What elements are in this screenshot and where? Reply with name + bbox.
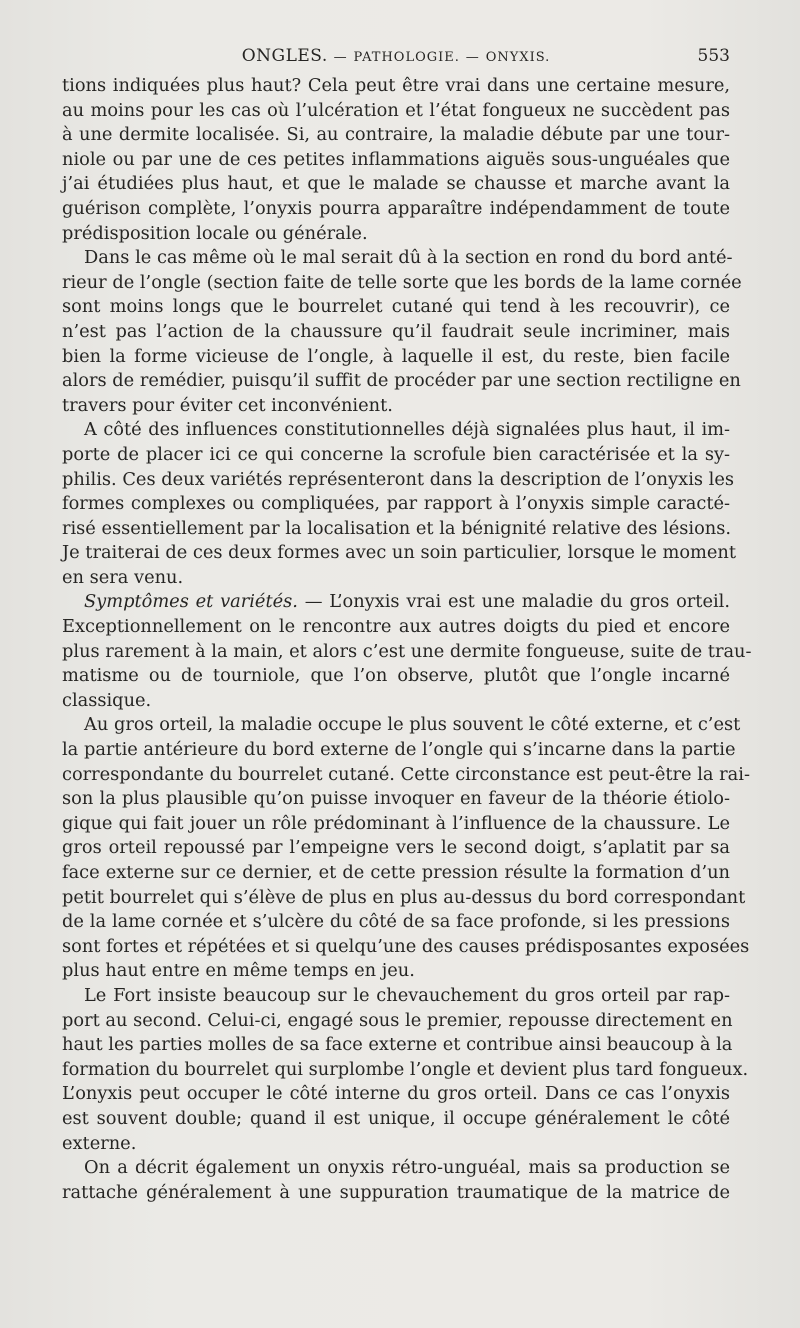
text-line: Le Fort insiste beaucoup sur le chevauchement du gros orteil par rap- <box>84 984 730 1006</box>
text-line: formation du bourrelet qui surplombe l’ongle et devient plus tard fongueux. <box>62 1058 749 1080</box>
running-head-separator: — <box>333 50 348 65</box>
text-line: en sera venu. <box>62 566 184 588</box>
text-line: matisme ou de tourniole, que l’on observe, plutôt que l’ongle incarné <box>62 665 730 687</box>
text-line: prédisposition locale ou générale. <box>62 222 368 244</box>
text-line: la partie antérieure du bord externe de l’ongle qui s’incarne dans la partie <box>62 739 736 761</box>
text-line: porte de placer ici ce qui concerne la scrofule bien caractérisée et la sy- <box>62 443 730 465</box>
text-line: Exceptionnellement on le rencontre aux autres doigts du pied et encore <box>62 616 730 638</box>
text-line: port au second. Celui-ci, engagé sous le premier, repousse directement en <box>62 1009 733 1031</box>
text-line: sont moins longs que le bourrelet cutané qui tend à les recouvrir), ce <box>62 296 730 318</box>
text-line: plus haut entre en même temps en jeu. <box>62 960 415 982</box>
text-line: plus rarement à la main, et alors c’est une dermite fongueuse, suite de trau- <box>62 640 752 662</box>
text-line: classique. <box>62 689 152 711</box>
running-head-subsection: ONYXIS. <box>485 50 551 65</box>
text-line: à une dermite localisée. Si, au contraire, la maladie débute par une tour- <box>62 124 730 146</box>
text-line: alors de remédier, puisqu’il suffit de procéder par une section rectiligne en <box>62 370 741 392</box>
text-line: rattache généralement à une suppuration traumatique de la matrice de <box>62 1181 730 1203</box>
text-line: niole ou par une de ces petites inflammations aiguës sous-unguéales que <box>62 148 730 170</box>
text-line: A côté des influences constitutionnelles déjà signalées plus haut, il im- <box>84 419 730 441</box>
text-line: On a décrit également un onyxis rétro-unguéal, mais sa production se <box>84 1157 730 1179</box>
text-line: gros orteil repoussé par l’empeigne vers le second doigt, s’aplatit par sa <box>62 837 730 859</box>
text-line: rieur de l’ongle (section faite de telle sorte que les bords de la lame cornée <box>62 271 742 293</box>
running-head <box>62 44 730 70</box>
running-head-separator: — <box>465 50 480 65</box>
text-line: gique qui fait jouer un rôle prédominant à l’influence de la chaussure. Le <box>62 812 730 834</box>
text-line: correspondante du bourrelet cutané. Cette circonstance est peut-être la rai- <box>62 763 750 785</box>
text-line: risé essentiellement par la localisation et la bénignité relative des lésions. <box>62 517 732 539</box>
text-line: de la lame cornée et s’ulcère du côté de sa face profonde, si les pressions <box>62 911 730 933</box>
text-line: face externe sur ce dernier, et de cette pression résulte la formation d’un <box>62 862 730 883</box>
text-line: n’est pas l’action de la chaussure qu’il faudrait seule incriminer, mais <box>62 320 730 342</box>
text-line: haut les parties molles de sa face externe et contribue ainsi beaucoup à la <box>62 1034 733 1056</box>
text-line: son la plus plausible qu’on puisse invoquer en faveur de la théorie étiolo- <box>62 788 730 810</box>
body-text <box>62 74 752 1205</box>
text-line: guérison complète, l’onyxis pourra apparaître indépendamment de toute <box>62 197 730 219</box>
text-line: travers pour éviter cet inconvénient. <box>62 394 393 416</box>
text-line: tions indiquées plus haut? Cela peut être vrai dans une certaine mesure, <box>62 75 730 96</box>
page-number: 553 <box>697 46 730 66</box>
text-line: L’onyxis peut occuper le côté interne du gros orteil. Dans ce cas l’onyxis <box>62 1083 730 1105</box>
running-head-section: PATHOLOGIE. <box>353 50 460 65</box>
section-heading-line <box>62 590 730 615</box>
text-line: externe. <box>62 1132 137 1154</box>
text-line: Dans le cas même où le mal serait dû à la section en rond du bord anté- <box>84 247 733 269</box>
text-line: sont fortes et répétées et si quelqu’une des causes prédisposantes exposées <box>62 935 750 957</box>
text-line: bien la forme vicieuse de l’ongle, à laquelle il est, du reste, bien facile <box>62 345 730 367</box>
text-line: Au gros orteil, la maladie occupe le plus souvent le côté externe, et c’est <box>84 714 741 736</box>
text-line: au moins pour les cas où l’ulcération et l’état fongueux ne succèdent pas <box>62 99 730 121</box>
text-line: j’ai étudiées plus haut, et que le malade se chausse et marche avant la <box>62 173 730 195</box>
running-head-title: ONGLES. <box>241 46 328 66</box>
text-line: petit bourrelet qui s’élève de plus en plus au-dessus du bord correspondant <box>62 886 746 908</box>
text-line: Je traiterai de ces deux formes avec un soin particulier, lorsque le moment <box>62 542 737 564</box>
section-heading: Symptômes et variétés. <box>84 591 298 613</box>
section-heading-text: — L’onyxis vrai est une maladie du gros orteil. <box>304 591 731 613</box>
page-header <box>62 44 730 68</box>
text-line: est souvent double; quand il est unique, il occupe généralement le côté <box>62 1107 730 1129</box>
text-line: philis. Ces deux variétés représenteront dans la description de l’onyxis les <box>62 468 734 490</box>
text-line: formes complexes ou compliquées, par rapport à l’onyxis simple caracté- <box>62 493 730 515</box>
